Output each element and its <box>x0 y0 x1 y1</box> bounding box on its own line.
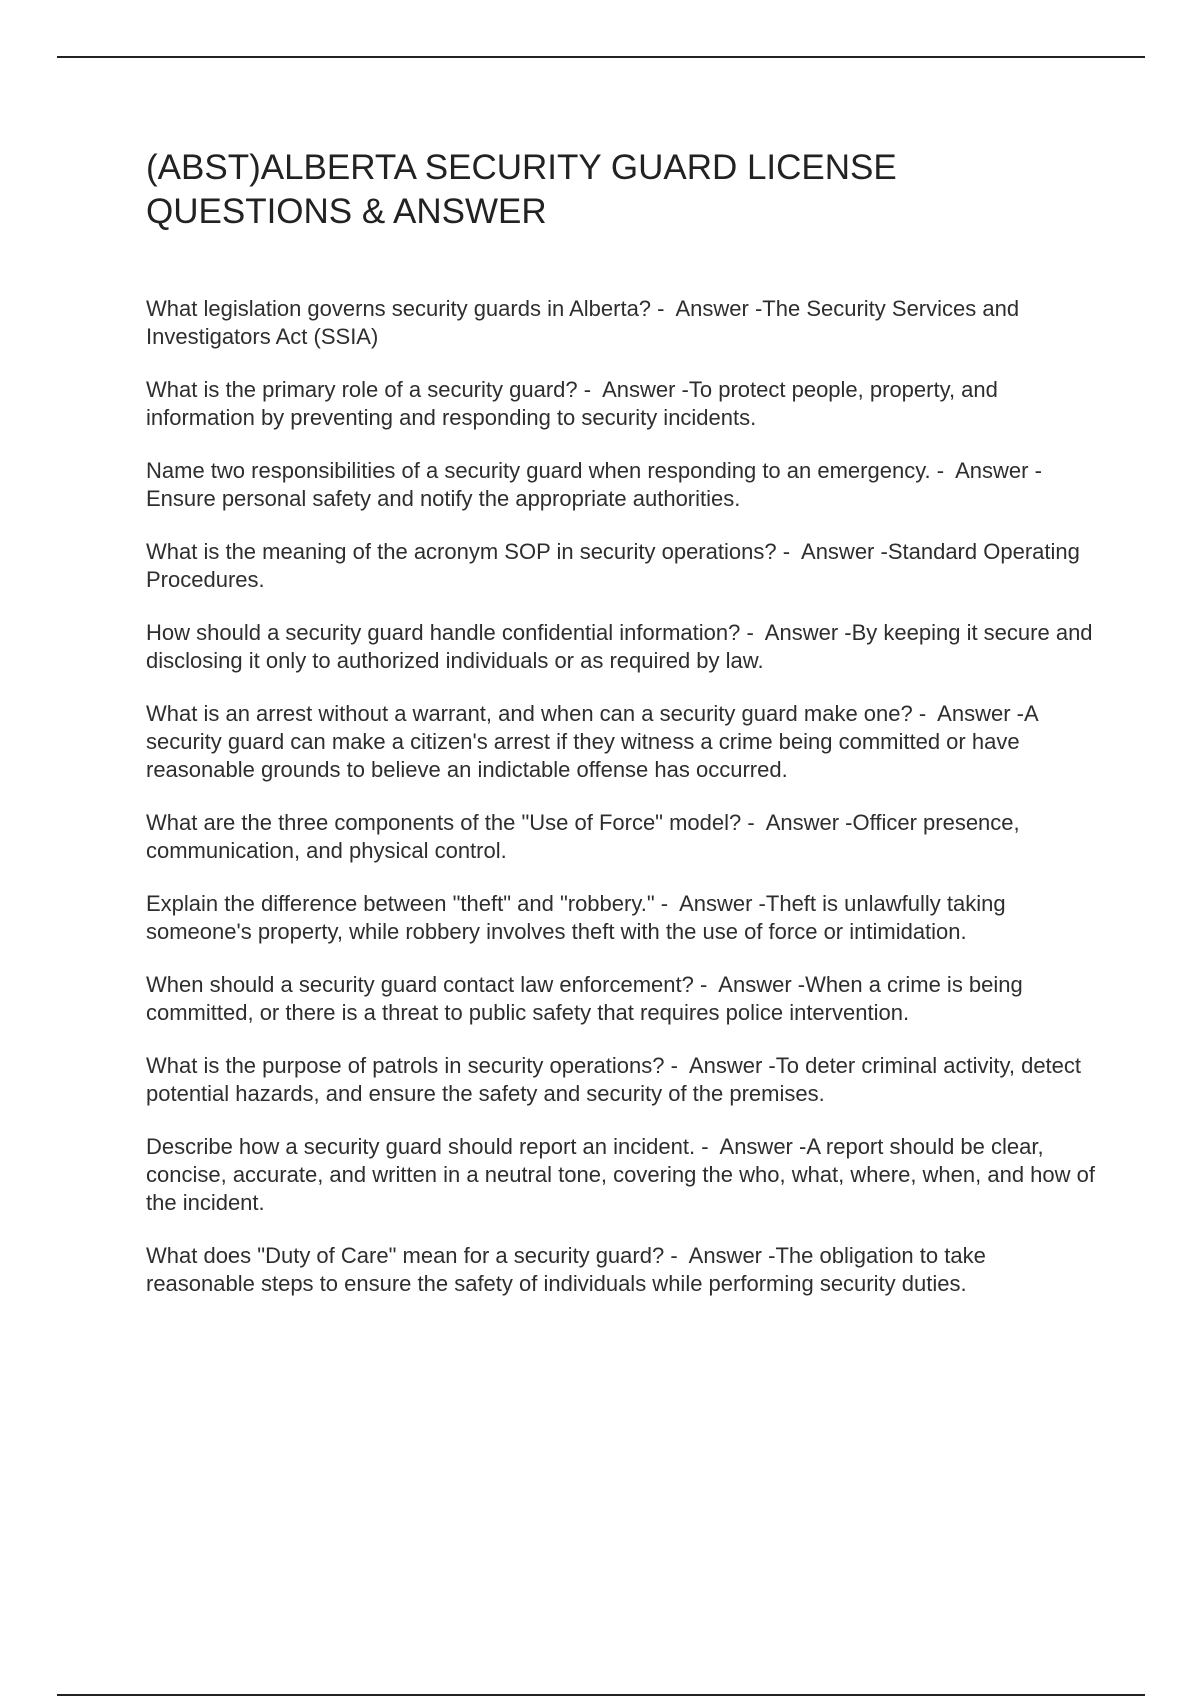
answer-separator: - Answer - <box>776 539 888 564</box>
page-title-line-1: (ABST)ALBERTA SECURITY GUARD LICENSE <box>146 148 897 187</box>
question-text: Describe how a security guard should report an incident. <box>146 1134 696 1159</box>
qa-item <box>146 1242 1096 1298</box>
answer-text: A security guard can make a citizen's arrest if they witness a crime being committed or have reasonable grounds to believe an indictable offense has occurred. <box>146 701 1044 782</box>
answer-separator: - Answer - <box>664 1053 776 1078</box>
answer-separator: - Answer - <box>741 810 853 835</box>
question-text: What is the purpose of patrols in security operations? <box>146 1053 665 1078</box>
qa-item <box>146 700 1096 784</box>
answer-text: When a crime is being committed, or there is a threat to public safety that requires police intervention. <box>146 972 1029 1025</box>
answer-text: By keeping it secure and disclosing it only to authorized individuals or as required by law. <box>146 620 1099 673</box>
question-text: What is the meaning of the acronym SOP in security operations? <box>146 539 777 564</box>
page-title <box>146 146 1046 234</box>
answer-text: A report should be clear, concise, accurate, and written in a neutral tone, covering the who, what, where, when, and how of the incident. <box>146 1134 1102 1215</box>
footer-rule <box>57 1694 1145 1696</box>
header-rule <box>57 56 1145 58</box>
answer-separator: - Answer - <box>695 1134 807 1159</box>
question-text: When should a security guard contact law enforcement? <box>146 972 694 997</box>
answer-text: To protect people, property, and information by preventing and responding to security incidents. <box>146 377 1005 430</box>
answer-separator: - Answer - <box>693 972 806 997</box>
answer-text: Ensure personal safety and notify the appropriate authorities. <box>146 486 741 511</box>
answer-separator: - Answer - <box>912 701 1024 726</box>
answer-separator: - Answer - <box>654 891 766 916</box>
qa-item <box>146 890 1096 946</box>
question-text: What is an arrest without a warrant, and when can a security guard make one? <box>146 701 913 726</box>
question-text: What legislation governs security guards in Alberta? <box>146 296 652 321</box>
qa-item <box>146 295 1096 351</box>
page-title-line-2: QUESTIONS & ANSWER <box>146 192 547 231</box>
question-text: Name two responsibilities of a security guard when responding to an emergency. <box>146 458 931 483</box>
answer-text: The obligation to take reasonable steps to ensure the safety of individuals while performing security duties. <box>146 1243 992 1296</box>
question-text: What are the three components of the "Use of Force" model? <box>146 810 742 835</box>
qa-item <box>146 376 1096 432</box>
answer-separator: - Answer - <box>740 620 852 645</box>
qa-item <box>146 971 1096 1027</box>
qa-item <box>146 619 1099 675</box>
question-text: What does "Duty of Care" mean for a security guard? <box>146 1243 665 1268</box>
qa-item <box>146 457 1096 513</box>
question-text: Explain the difference between "theft" and "robbery." <box>146 891 655 916</box>
qa-item <box>146 1052 1096 1108</box>
qa-item <box>146 1133 1102 1217</box>
answer-text: Officer presence, communication, and physical control. <box>146 810 1026 863</box>
question-text: What is the primary role of a security guard? <box>146 377 578 402</box>
answer-separator: - Answer - <box>930 458 1042 483</box>
answer-text: To deter criminal activity, detect potential hazards, and ensure the safety and security of the premises. <box>146 1053 1088 1106</box>
qa-item <box>146 538 1096 594</box>
answer-separator: - Answer - <box>651 296 763 321</box>
qa-item <box>146 809 1096 865</box>
answer-text: The Security Services and Investigators Act (SSIA) <box>146 296 1026 349</box>
answer-text: Theft is unlawfully taking someone's property, while robbery involves theft with the use of force or intimidation. <box>146 891 1012 944</box>
answer-separator: - Answer - <box>577 377 689 402</box>
question-text: How should a security guard handle confidential information? <box>146 620 741 645</box>
answer-text: Standard Operating Procedures. <box>146 539 1086 592</box>
qa-list <box>146 295 1102 1323</box>
answer-separator: - Answer - <box>664 1243 776 1268</box>
